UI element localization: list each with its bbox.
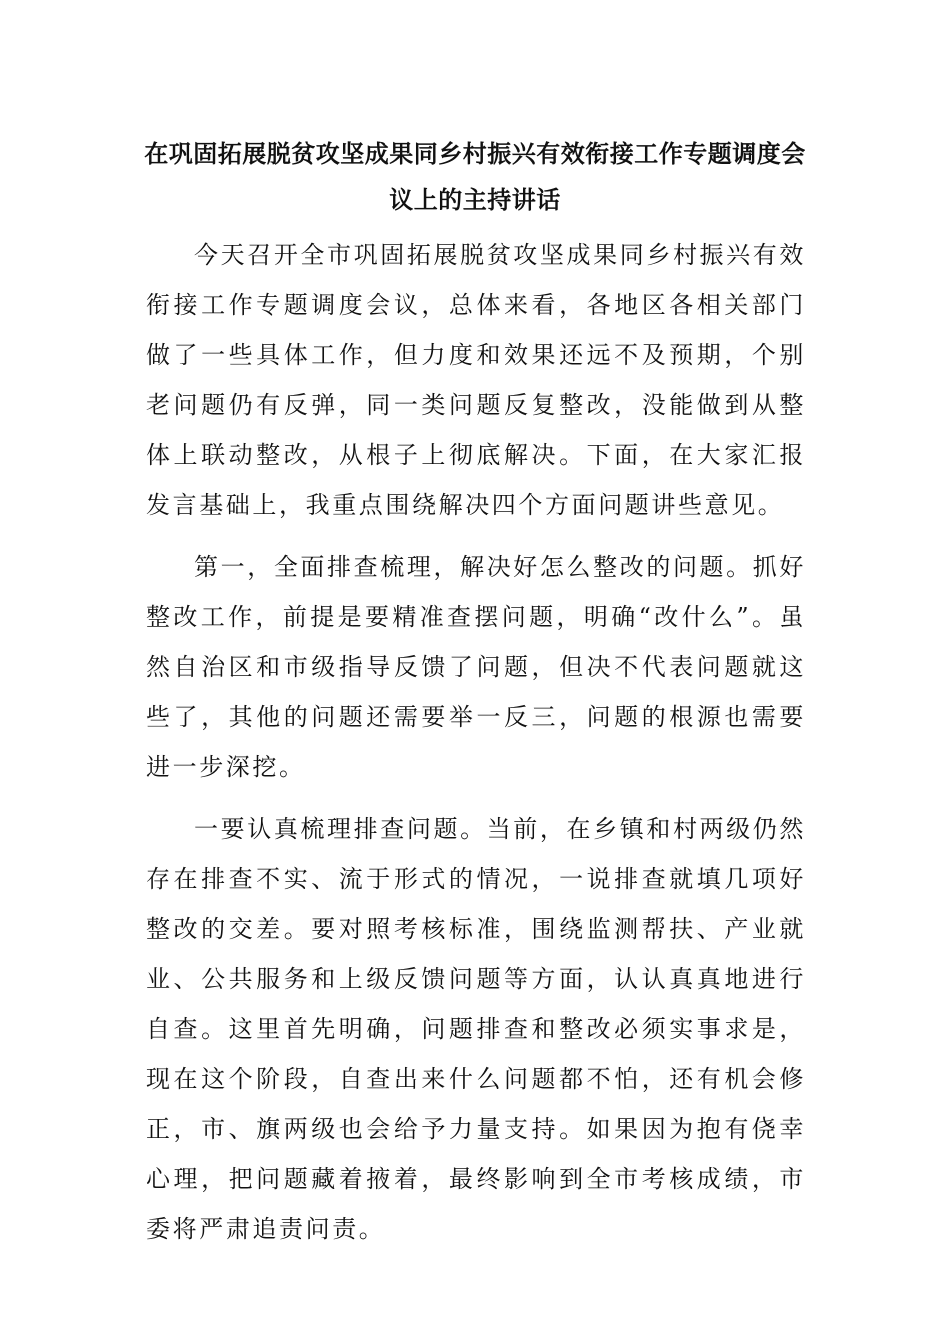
document-title: 在巩固拓展脱贫攻坚成果同乡村振兴有效衔接工作专题调度会议上的主持讲话 [144,140,806,214]
document-body [146,230,806,1266]
paragraph-sub-point-one: 一要认真梳理排查问题。当前，在乡镇和村两级仍然存在排查不实、流于形式的情况，一说排查就填几项好整改的交差。要对照考核标准，围绕监测帮扶、产业就业、公共服务和上级反馈问题等方面，认认真真地进行自查。这里首先明确，问题排查和整改必须实事求是，现在这个阶段，自查出来什么问题都不怕，还有机会修正，市、旗两级也会给予力量支持。如果因为抱有侥幸心理，把问题藏着掖着，最终影响到全市考核成绩，市委将严肃追责问责。 [146,815,806,1243]
paragraph-first-point: 第一，全面排查梳理，解决好怎么整改的问题。抓好整改工作，前提是要精准查摆问题，明确“改什么”。虽然自治区和市级指导反馈了问题，但决不代表问题就这些了，其他的问题还需要举一反三，问题的根源也需要进一步深挖。 [146,553,806,781]
paragraph-intro: 今天召开全市巩固拓展脱贫攻坚成果同乡村振兴有效衔接工作专题调度会议，总体来看，各地区各相关部门做了一些具体工作，但力度和效果还远不及预期，个别老问题仍有反弹，同一类问题反复整改，没能做到从整体上联动整改，从根子上彻底解决。下面，在大家汇报发言基础上，我重点围绕解决四个方面问题讲些意见。 [146,241,806,519]
